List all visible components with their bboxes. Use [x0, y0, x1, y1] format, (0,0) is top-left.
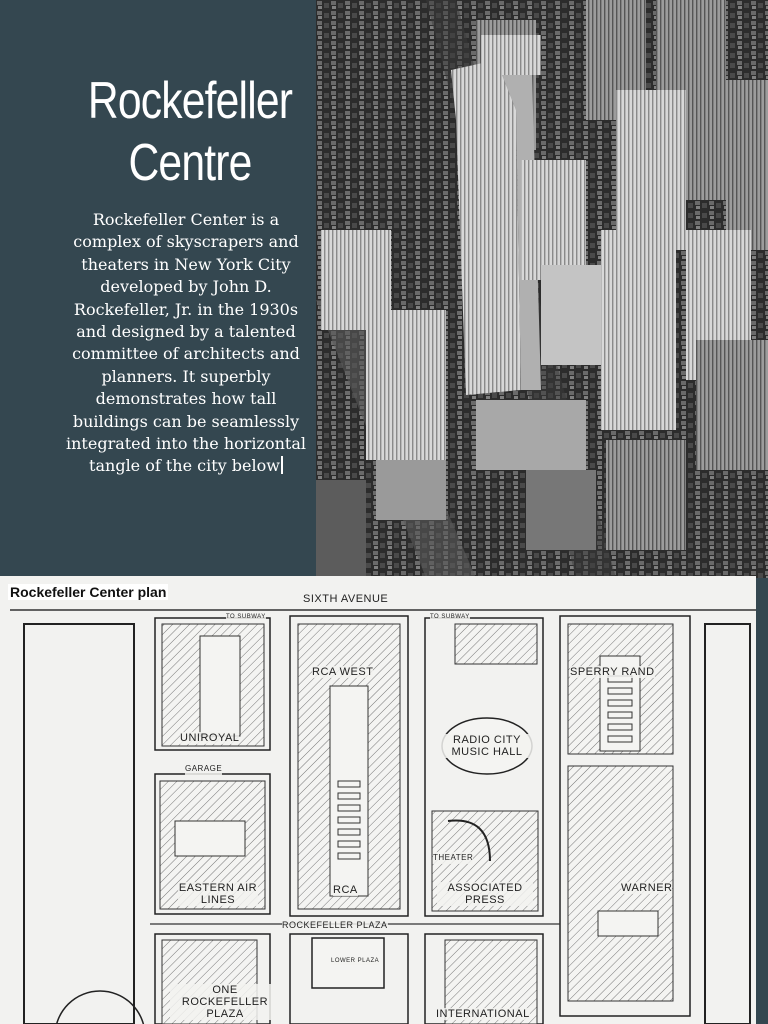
label-to-subway-2: TO SUBWAY: [430, 614, 470, 620]
label-sixth-avenue: SIXTH AVENUE: [303, 593, 389, 605]
label-warner: WARNER: [621, 882, 673, 894]
label-rockefeller-plaza: ROCKEFELLER PLAZA: [282, 920, 388, 930]
aerial-photo-graphic: [316, 0, 768, 578]
aerial-photo: [316, 0, 768, 578]
label-lower-plaza: LOWER PLAZA: [331, 958, 380, 964]
title-line-2: Centre: [128, 134, 252, 192]
title-line-1: Rockefeller: [87, 72, 293, 130]
plan-caption: Rockefeller Center plan: [10, 584, 167, 600]
label-eastern-air-lines: EASTERN AIR LINES: [178, 882, 258, 906]
slide-title: [83, 70, 296, 194]
body-text: Rockefeller Center is a complex of skyscrapers and theaters in New York City developed by John D. Rockefeller, Jr. in the 1930s and designed by a talented committee of architects and planners. It superbly demonstrates how tall buildings can be seamlessly integrated into the horizontal tangle of the city below: [66, 210, 306, 476]
label-one-rockefeller-plaza: ONE ROCKEFELLER PLAZA: [170, 984, 280, 1020]
label-to-subway-1: TO SUBWAY: [226, 614, 266, 620]
label-sperry-rand: SPERRY RAND: [570, 666, 655, 678]
label-garage: GARAGE: [185, 764, 223, 773]
label-international: INTERNATIONAL: [436, 1008, 530, 1020]
label-rca-west: RCA WEST: [312, 666, 374, 678]
label-rca: RCA: [333, 884, 358, 896]
slide-body[interactable]: [62, 209, 310, 478]
label-uniroyal: UNIROYAL: [180, 732, 240, 744]
label-theater: THEATER: [433, 853, 474, 862]
text-cursor: [281, 456, 283, 474]
site-plan: [0, 576, 756, 1024]
site-plan-drawing: [0, 576, 756, 1024]
label-radio-city: RADIO CITY MUSIC HALL: [441, 734, 533, 758]
label-associated-press: ASSOCIATED PRESS: [437, 882, 533, 906]
